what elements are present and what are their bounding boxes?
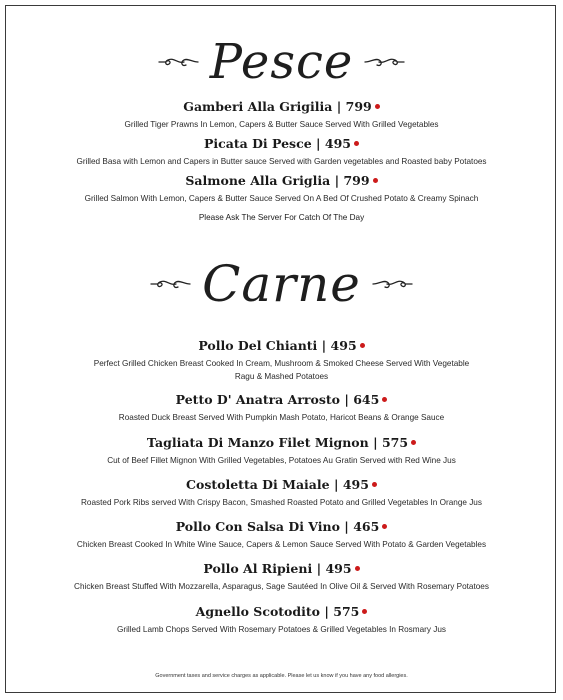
veg-indicator-dot-icon	[355, 566, 360, 571]
flourish-right-icon	[371, 276, 413, 292]
section-title-text: Carne	[202, 255, 361, 313]
veg-indicator-dot-icon	[372, 482, 377, 487]
catch-of-the-day-note: Please Ask The Server For Catch Of The Day	[198, 213, 365, 222]
menu-item	[0, 435, 563, 467]
item-name: Pollo Del Chianti | 495	[198, 338, 357, 353]
item-description: Roasted Pork Ribs served With Crispy Bacon, Smashed Roasted Potato and Grilled Vegetables In Orange Jus	[81, 498, 482, 507]
item-description: Perfect Grilled Chicken Breast Cooked In Cream, Mushroom & Smoked Cheese Served With Vegetable Ragu & Mashed Potatoes	[93, 359, 470, 381]
veg-indicator-dot-icon	[354, 141, 359, 146]
veg-indicator-dot-icon	[411, 440, 416, 445]
flourish-left-icon	[158, 54, 200, 70]
item-name: Salmone Alla Griglia | 799	[185, 173, 370, 188]
veg-indicator-dot-icon	[360, 343, 365, 348]
item-name: Pollo Al Ripieni | 495	[203, 561, 352, 576]
menu-item	[0, 392, 563, 424]
item-description: Grilled Lamb Chops Served With Rosemary Potatoes & Grilled Vegetables In Rosmary Jus	[116, 625, 446, 634]
footer-disclaimer: Government taxes and service charges as applicable. Please let us know if you have any food allergies.	[155, 673, 408, 679]
item-description: Grilled Basa with Lemon and Capers in Butter sauce Served with Garden vegetables and Roasted baby Potatoes	[76, 157, 487, 166]
item-description: Chicken Breast Cooked In White Wine Sauce, Capers & Lemon Sauce Served With Potato & Garden Vegetables	[76, 540, 487, 549]
veg-indicator-dot-icon	[382, 524, 387, 529]
flourish-left-icon	[150, 276, 192, 292]
item-name: Agnello Scotodito | 575	[195, 604, 360, 619]
item-name: Gamberi Alla Grigilia | 799	[183, 99, 372, 114]
item-description: Roasted Duck Breast Served With Pumpkin Mash Potato, Haricot Beans & Orange Sauce	[118, 413, 445, 422]
menu-item	[0, 561, 563, 593]
item-name: Tagliata Di Manzo Filet Mignon | 575	[146, 435, 409, 450]
veg-indicator-dot-icon	[373, 178, 378, 183]
menu-item	[0, 604, 563, 636]
item-name: Picata Di Pesce | 495	[204, 136, 351, 151]
menu-item	[0, 477, 563, 509]
section-title-text: Pesce	[209, 34, 354, 90]
item-name: Costoletta Di Maiale | 495	[186, 477, 369, 492]
item-description: Grilled Tiger Prawns In Lemon, Capers & Butter Sauce Served With Grilled Vegetables	[124, 120, 439, 129]
menu-item	[0, 173, 563, 205]
menu-item	[0, 519, 563, 551]
item-name: Pollo Con Salsa Di Vino | 465	[175, 519, 380, 534]
menu-item	[0, 136, 563, 168]
section-title-carne	[0, 254, 563, 314]
menu-item	[0, 338, 563, 383]
menu-item	[0, 99, 563, 131]
item-name: Petto D' Anatra Arrosto | 645	[175, 392, 380, 407]
flourish-right-icon	[363, 54, 405, 70]
item-description: Chicken Breast Stuffed With Mozzarella, Asparagus, Sage Sautéed In Olive Oil & Served With Rosemary Potatoes	[74, 582, 489, 591]
item-description: Grilled Salmon With Lemon, Capers & Butter Sauce Served On A Bed Of Crushed Potato & Creamy Spinach	[84, 194, 479, 203]
veg-indicator-dot-icon	[362, 609, 367, 614]
section-title-pesce	[0, 34, 563, 90]
veg-indicator-dot-icon	[382, 397, 387, 402]
veg-indicator-dot-icon	[375, 104, 380, 109]
item-description: Cut of Beef Fillet Mignon With Grilled Vegetables, Potatoes Au Gratin Served with Red Wine Jus	[107, 456, 456, 465]
